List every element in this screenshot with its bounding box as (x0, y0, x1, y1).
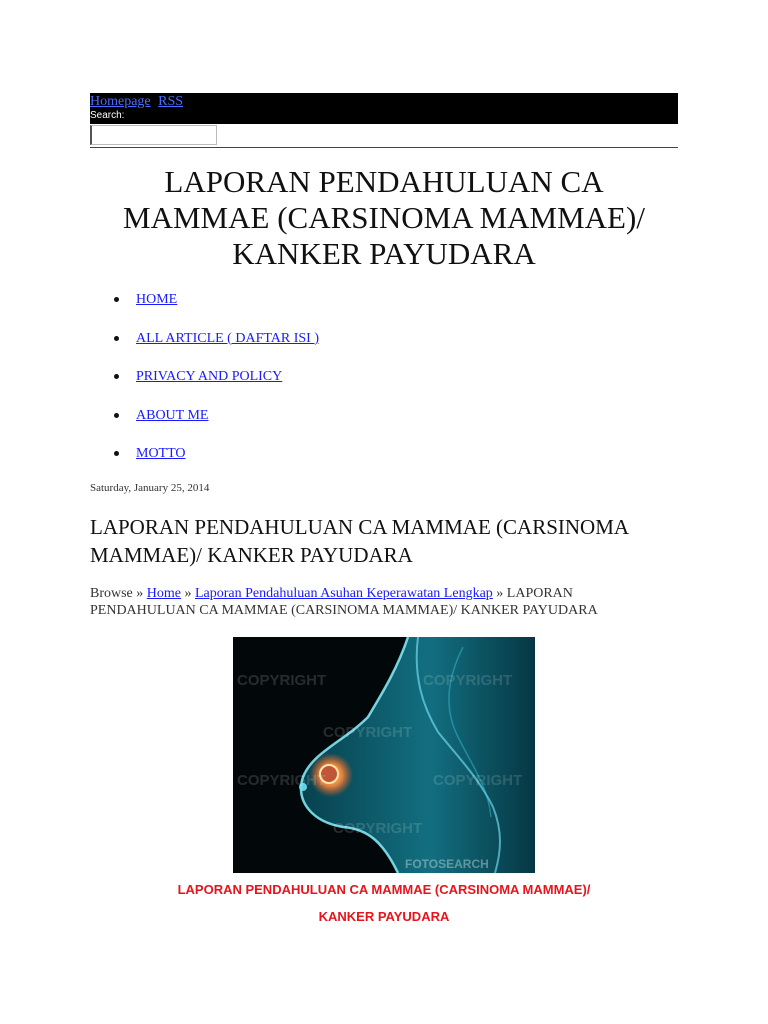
header-divider (90, 147, 678, 148)
homepage-link[interactable]: Homepage (90, 94, 151, 109)
bullet-icon (114, 374, 119, 379)
rss-link[interactable]: RSS (158, 94, 184, 109)
main-nav (90, 290, 319, 483)
top-links (90, 94, 187, 110)
top-bar (90, 93, 678, 124)
watermark-copyright: COPYRIGHT (323, 724, 413, 741)
nav-item-motto (90, 444, 319, 483)
search-label: Search: (90, 110, 125, 121)
breadcrumb-separator: » (184, 586, 192, 601)
image-caption (90, 876, 678, 930)
watermark-copyright: COPYRIGHT (237, 672, 327, 689)
breadcrumb-prefix: Browse » (90, 586, 144, 601)
breadcrumb-category[interactable]: Laporan Pendahuluan Asuhan Keperawatan Lengkap (195, 586, 493, 601)
watermark-copyright: COPYRIGHT (237, 772, 327, 789)
bullet-icon (114, 297, 119, 302)
breadcrumb-home[interactable]: Home (146, 586, 181, 601)
site-title: LAPORAN PENDAHULUAN CA MAMMAE (CARSINOMA MAMMAE)/ KANKER PAYUDARA (123, 164, 645, 271)
nav-link-all-article[interactable]: ALL ARTICLE ( DAFTAR ISI ) (136, 330, 320, 346)
nav-item-home (90, 290, 319, 329)
nav-item-all-article (90, 329, 319, 368)
watermark-copyright: COPYRIGHT (433, 772, 523, 789)
nav-item-about (90, 406, 319, 445)
nav-link-about[interactable]: ABOUT ME (136, 407, 209, 423)
breadcrumb-current: LAPORAN PENDAHULUAN CA MAMMAE (CARSINOMA MAMMAE)/ KANKER PAYUDARA (90, 586, 598, 618)
xray-illustration (233, 637, 535, 873)
post-title: LAPORAN PENDAHULUAN CA MAMMAE (CARSINOMA MAMMAE)/ KANKER PAYUDARA (90, 515, 628, 567)
post-image (233, 637, 535, 873)
bullet-icon (114, 413, 119, 418)
bullet-icon (114, 336, 119, 341)
caption-line-1: LAPORAN PENDAHULUAN CA MAMMAE (CARSINOMA MAMMAE)/ (177, 882, 591, 897)
bullet-icon (114, 451, 119, 456)
watermark-copyright: COPYRIGHT (423, 672, 513, 689)
watermark-copyright: COPYRIGHT (333, 820, 423, 837)
watermark-brand: FOTOSEARCH (405, 857, 489, 871)
nav-item-privacy (90, 367, 319, 406)
breadcrumb (90, 585, 678, 619)
nav-link-motto[interactable]: MOTTO (136, 446, 186, 461)
nav-link-privacy[interactable]: PRIVACY AND POLICY (136, 369, 283, 384)
search-input[interactable] (90, 125, 217, 145)
nav-link-home[interactable]: HOME (136, 292, 178, 307)
post-date: Saturday, January 25, 2014 (90, 482, 210, 494)
breadcrumb-separator: » (496, 586, 504, 601)
caption-line-2: KANKER PAYUDARA (318, 909, 450, 924)
